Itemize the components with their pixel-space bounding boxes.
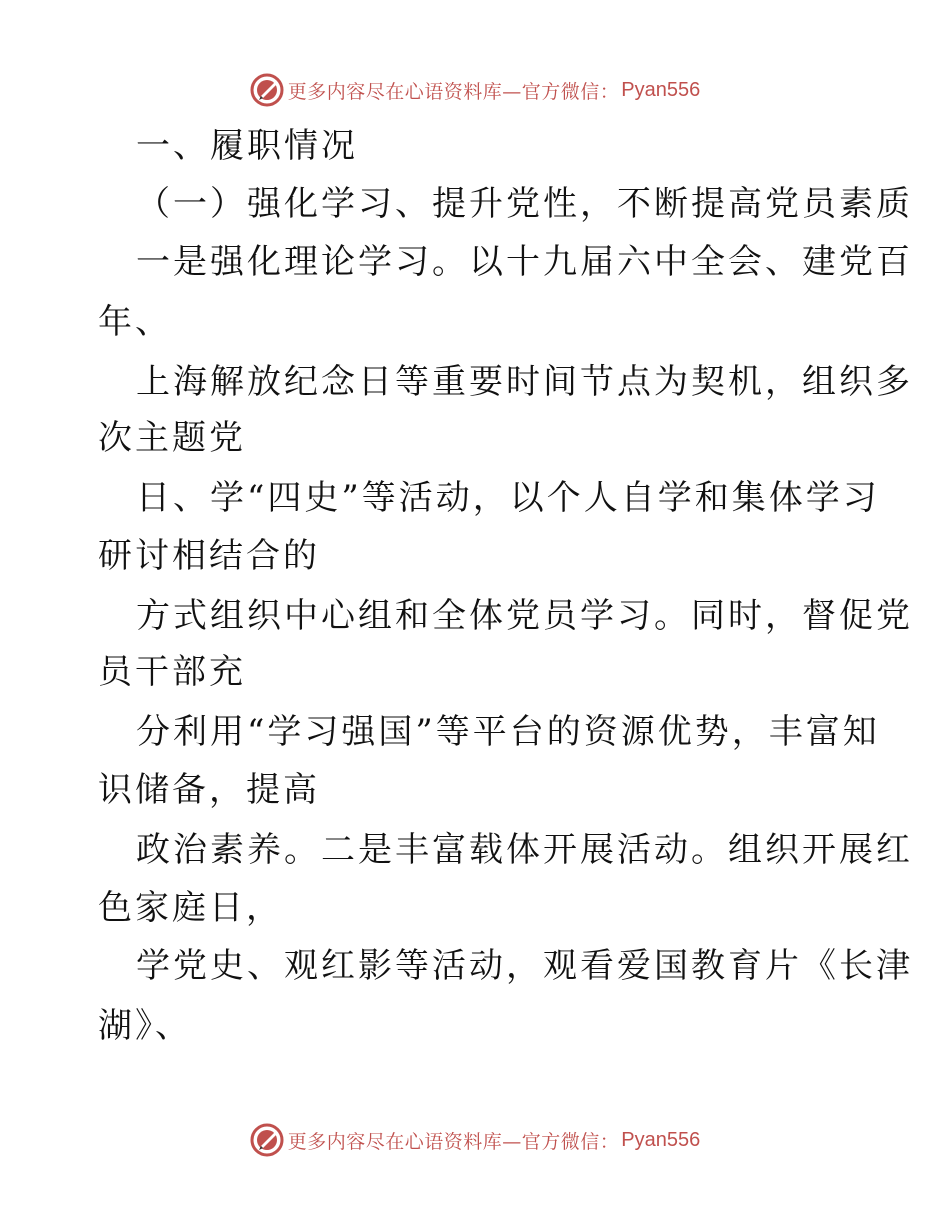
banner-text: 更多内容尽在心语资料库—官方微信： xyxy=(287,1130,620,1153)
body-line: 分利用“学习强国”等平台的资源优势，丰富知 xyxy=(136,712,880,752)
body-line: 日、学“四史”等活动，以个人自学和集体学习 xyxy=(136,478,880,518)
body-line: 方式组织中心组和全体党员学习。同时，督促党 xyxy=(136,596,913,636)
footer-banner-inner xyxy=(250,1123,700,1157)
body-line: 年、 xyxy=(98,302,172,342)
body-line: 学党史、观红影等活动，观看爱国教育片《长津 xyxy=(136,946,913,986)
banner-wechat-id: Pyan556 xyxy=(621,78,701,101)
body-line: 湖》、 xyxy=(98,1006,192,1046)
footer-banner xyxy=(0,1120,950,1160)
logo-icon xyxy=(250,1123,284,1157)
banner-text: 更多内容尽在心语资料库—官方微信： xyxy=(287,80,620,103)
body-line: 上海解放纪念日等重要时间节点为契机，组织多 xyxy=(136,362,913,402)
subsection-heading: （一）强化学习、提升党性，不断提高党员素质 xyxy=(136,184,913,224)
body-line: 员干部充 xyxy=(98,652,246,692)
body-line: 研讨相结合的 xyxy=(98,536,320,576)
section-heading: 一、履职情况 xyxy=(136,126,358,166)
body-line: 色家庭日， xyxy=(98,888,283,928)
body-line: 一是强化理论学习。以十九届六中全会、建党百 xyxy=(136,242,913,282)
body-line: 政治素养。二是丰富载体开展活动。组织开展红 xyxy=(136,830,913,870)
banner-wechat-id: Pyan556 xyxy=(621,1128,701,1151)
body-line: 次主题党 xyxy=(98,418,246,458)
body-line: 识储备，提高 xyxy=(98,770,320,810)
